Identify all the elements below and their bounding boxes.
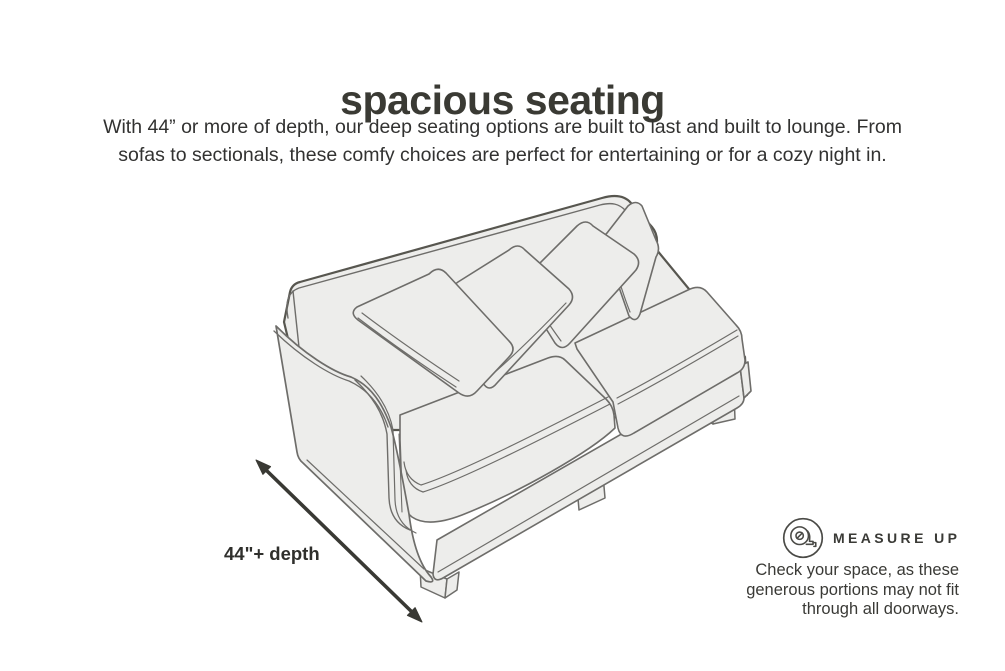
measure-note-line-1: Check your space, as these [755,561,959,579]
measure-note-line-3: through all doorways. [802,600,959,618]
measure-up-heading: MEASURE UP [833,530,961,546]
depth-dimension-label: 44"+ depth [224,543,320,564]
page-title: spacious seating [340,77,665,124]
intro-line-2: sofas to sectionals, these comfy choices are perfect for entertaining or for a cozy night in. [118,143,887,166]
tape-measure-icon [781,516,825,560]
intro-line-1: With 44” or more of depth, our deep seating options are built to last and built to lounge. From [103,116,902,138]
measure-up-note [679,561,959,620]
measure-note-line-2: generous portions may not fit [746,580,959,599]
